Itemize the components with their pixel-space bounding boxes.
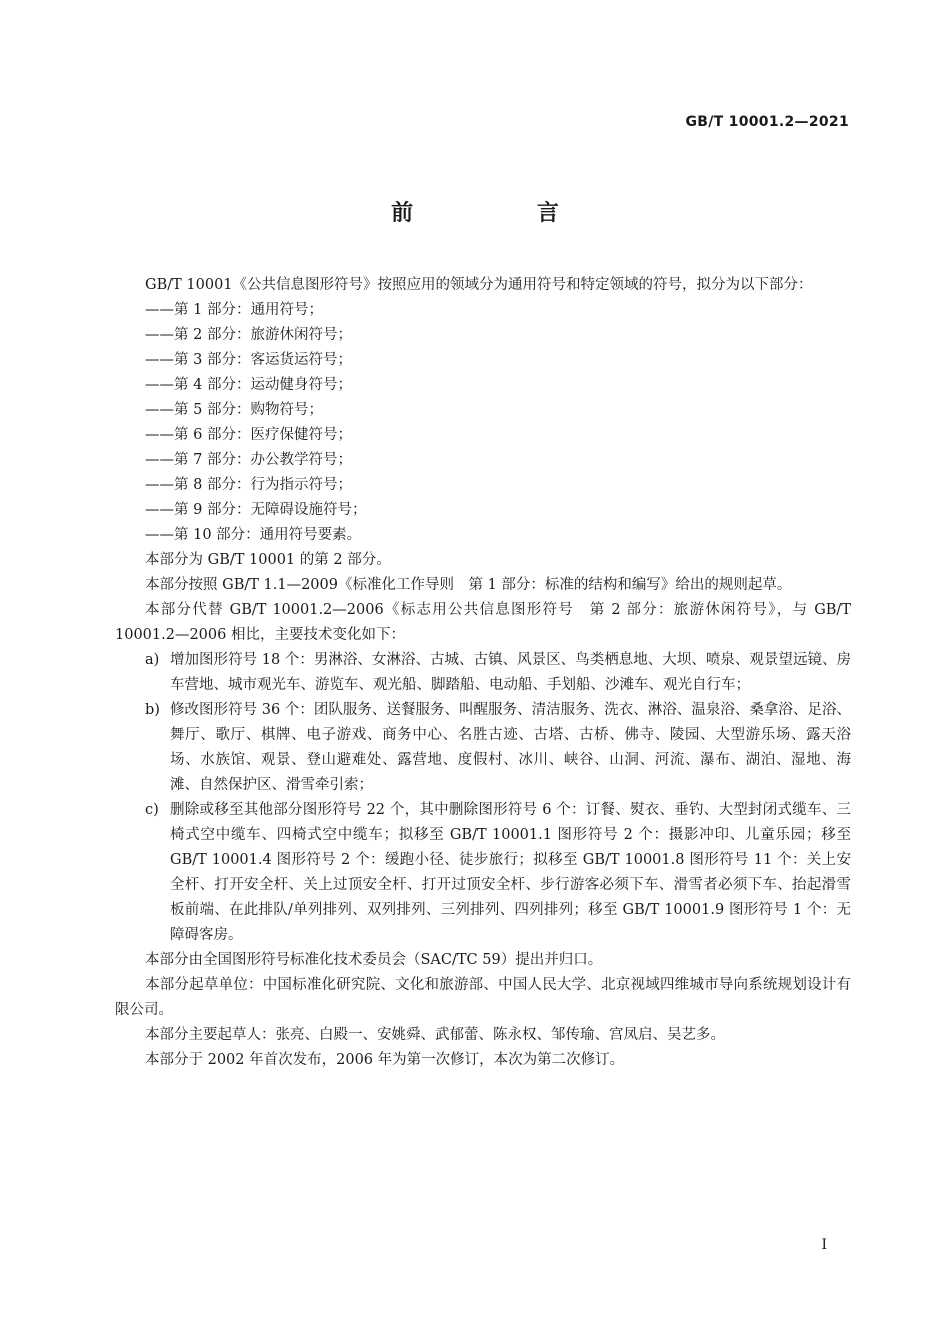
list-item: ——第 2 部分：旅游休闲符号； — [145, 327, 352, 343]
list-item: ——第 9 部分：无障碍设施符号； — [145, 502, 367, 518]
item-text: 删除或移至其他部分图形符号 22 个，其中删除图形符号 6 个：订餐、熨衣、垂钓、大型封闭式缆车、三椅式空中缆车、四椅式空中缆车；拟移至 GB/T 10001.1 图形符号 2 个：摄影冲印、儿童乐园；移至 GB/T 10001.4 图形符号 2 个：缓跑小径、徒步旅行；拟移至 GB/T 10001.8 图形符号 11 个：关上安全杆、打开安全杆、关上过顶安全杆、打开过顶安全杆、步行游客必须下车、滑雪者必须下车、抬起滑雪板前端、在此排队/单列排列、双列排列、三列排列、四列排列；移至 GB/T 10001.9 图形符号 1 个：无障碍客房。 — [170, 802, 851, 943]
list-item: ——第 10 部分：通用符号要素。 — [145, 527, 362, 543]
list-item: ——第 7 部分：办公教学符号； — [145, 452, 352, 468]
page-title: 前 言 — [391, 201, 617, 226]
change-item — [115, 698, 851, 798]
foreword-body — [115, 273, 851, 1073]
drafting-units-statement: 本部分起草单位：中国标准化研究院、文化和旅游部、中国人民大学、北京视域四维城市导向系统规划设计有限公司。 — [115, 977, 851, 1018]
item-marker: b) — [145, 702, 160, 718]
item-text: 修改图形符号 36 个：团队服务、送餐服务、叫醒服务、清洁服务、洗衣、淋浴、温泉浴、桑拿浴、足浴、舞厅、歌厅、棋牌、电子游戏、商务中心、名胜古迹、古塔、古桥、佛寺、陵园、大型游乐场、露天浴场、水族馆、观景、登山避难处、露营地、度假村、冰川、峡谷、山洞、河流、瀑布、湖泊、湿地、海滩、自然保护区、滑雪牵引索； — [170, 702, 851, 793]
changes-list — [115, 648, 851, 948]
item-text: 增加图形符号 18 个：男淋浴、女淋浴、古城、古镇、风景区、鸟类栖息地、大坝、喷泉、观景望远镜、房车营地、城市观光车、游览车、观光船、脚踏船、电动船、手划船、沙滩车、观光自行车； — [170, 652, 851, 693]
drafting-rules-statement: 本部分按照 GB/T 1.1—2009《标准化工作导则 第 1 部分：标准的结构和编写》给出的规则起草。 — [145, 577, 792, 593]
proposed-by-statement: 本部分由全国图形符号标准化技术委员会（SAC/TC 59）提出并归口。 — [145, 952, 603, 968]
part-statement: 本部分为 GB/T 10001 的第 2 部分。 — [145, 552, 391, 568]
list-item: ——第 4 部分：运动健身符号； — [145, 377, 352, 393]
history-statement: 本部分于 2002 年首次发布，2006 年为第一次修订，本次为第二次修订。 — [145, 1052, 625, 1068]
list-item: ——第 8 部分：行为指示符号； — [145, 477, 352, 493]
parts-list — [115, 298, 851, 548]
list-item: ——第 5 部分：购物符号； — [145, 402, 323, 418]
item-marker: c) — [145, 802, 159, 818]
change-item — [115, 798, 851, 948]
page-number: I — [821, 1237, 827, 1253]
list-item: ——第 6 部分：医疗保健符号； — [145, 427, 352, 443]
replacement-statement: 本部分代替 GB/T 10001.2—2006《标志用公共信息图形符号 第 2 部分：旅游休闲符号》，与 GB/T 10001.2—2006 相比，主要技术变化如下： — [115, 602, 851, 643]
item-marker: a) — [145, 652, 160, 668]
list-item: ——第 1 部分：通用符号； — [145, 302, 323, 318]
change-item — [115, 648, 851, 698]
intro-paragraph: GB/T 10001《公共信息图形符号》按照应用的领域分为通用符号和特定领域的符号，拟分为以下部分： — [145, 277, 813, 293]
drafters-statement: 本部分主要起草人：张亮、白殿一、安姚舜、武郁蕾、陈永权、邹传瑜、宫凤启、吴艺多。 — [145, 1027, 725, 1043]
document-code: GB/T 10001.2—2021 — [685, 114, 849, 130]
list-item: ——第 3 部分：客运货运符号； — [145, 352, 352, 368]
